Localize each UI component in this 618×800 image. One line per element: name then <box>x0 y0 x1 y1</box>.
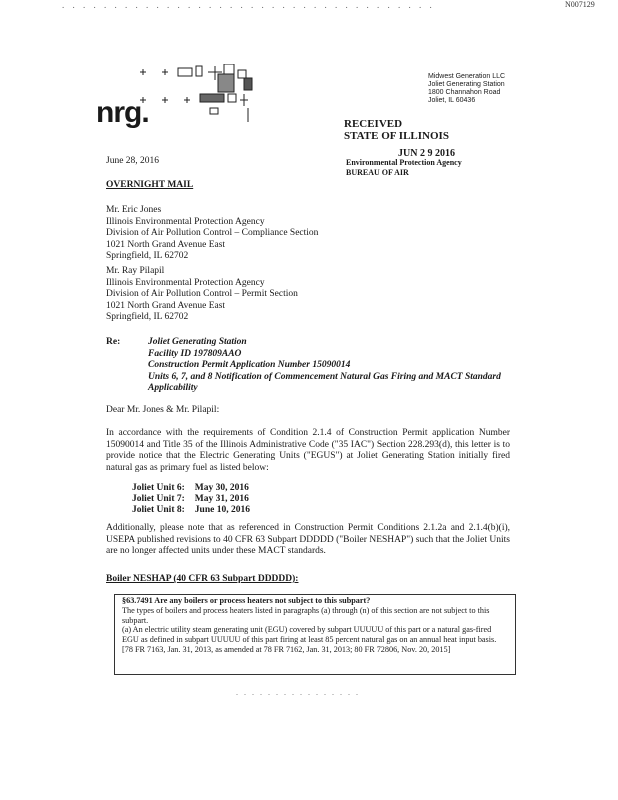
unit-name: Joliet Unit 7: <box>132 494 185 504</box>
company-address: Midwest Generation LLC Joliet Generating Station 1800 Channahon Road Joliet, IL 60436 <box>428 73 506 104</box>
unit-dates-table <box>132 483 260 516</box>
body-paragraph-2: Additionally, please note that as referenced in Construction Permit Conditions 2.1.2a and 2.1.4(b)(i), USEPA published revisions to 40 CFR 63 Subpart DDDDD ("Boiler NESHAP") such that the Joliet Units are no longer affected units under these MACT standards. <box>106 523 510 556</box>
re-subject: Joliet Generating Station Facility ID 197809AAO Construction Permit Application Number 15090014 Units 6, 7, and 8 Notification of Commencement Natural Gas Firing and MACT Standard Applicability <box>148 337 501 393</box>
unit-date: May 30, 2016 <box>194 483 249 493</box>
received-stamp-agency: Environmental Protection Agency BUREAU OF AIR <box>346 158 462 177</box>
unit-date: June 10, 2016 <box>194 505 250 515</box>
salutation: Dear Mr. Jones & Mr. Pilapil: <box>106 405 220 415</box>
received-stamp-date: JUN 2 9 2016 <box>398 148 455 159</box>
nrg-logo-wordmark: nrg. <box>96 96 149 129</box>
table-row <box>132 505 260 516</box>
table-row <box>132 483 260 494</box>
unit-name: Joliet Unit 6: <box>132 483 185 493</box>
table-row <box>132 494 260 505</box>
unit-name: Joliet Unit 8: <box>132 505 185 515</box>
unit-date: May 31, 2016 <box>194 494 249 504</box>
bates-number: N007129 <box>565 0 595 9</box>
re-label: Re: <box>106 337 121 347</box>
body-paragraph-1: In accordance with the requirements of Condition 2.1.4 of Construction Permit application Number 15090014 and Title 35 of the Illinois Administrative Code ("35 IAC") Section 228.293(d), this letter is to provide notice that the Electric Generating Units ("EGUS") at Joliet Generating Station initially fired natural gas as primary fuel as listed below: <box>106 428 510 473</box>
section-heading: Boiler NESHAP (40 CFR 63 Subpart DDDDD): <box>106 574 299 584</box>
recipient-2-address: Mr. Ray Pilapil Illinois Environmental Protection Agency Division of Air Pollution Control – Permit Section 1021 North Grand Avenue East Springfield, IL 62702 <box>106 266 298 322</box>
received-stamp: RECEIVED STATE OF ILLINOIS <box>344 118 449 142</box>
regulation-excerpt: §63.7491 Are any boilers or process heaters not subject to this subpart? The types of boilers and process heaters listed in paragraphs (a) through (n) of this section are not subject to this subpart. (a) An electric utility steam generating unit (EGU) covered by subpart UUUUU of this part or a natural gas-fired EGU as defined in subpart UUUUU of this part firing at least 85 percent natural gas on an annual heat input basis. [78 FR 7163, Jan. 31, 2013, as amended at 78 FR 7162, Jan. 31, 2013; 80 FR 72806, Nov. 20, 2015] <box>122 596 497 654</box>
scan-dot-artifacts: . . . . . . . . . . . . . . . . . . . . . . . . . . . . . . . . . . . . <box>62 0 435 10</box>
recipient-1-address: Mr. Eric Jones Illinois Environmental Protection Agency Division of Air Pollution Control – Compliance Section 1021 North Grand Avenue East Springfield, IL 62702 <box>106 205 319 261</box>
footer-separator: . . . . . . . . . . . . . . . . <box>236 688 360 697</box>
delivery-method: OVERNIGHT MAIL <box>106 180 194 190</box>
letter-date: June 28, 2016 <box>106 156 160 166</box>
